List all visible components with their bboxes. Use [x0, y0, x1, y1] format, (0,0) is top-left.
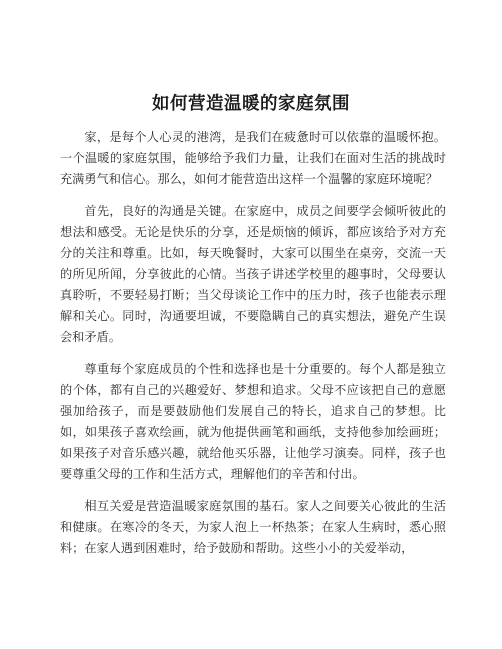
document-body [60, 127, 446, 570]
document-title: 如何营造温暖的家庭氛围 [152, 94, 350, 114]
paragraph-intro: 家，是每个人心灵的港湾，是我们在疲惫时可以依靠的温暖怀抱。一个温暖的家庭氛围，能够给予我们力量，让我们在面对生活的挑战时充满勇气和信心。那么，如何才能营造出这样一个温馨的家庭环境呢？ [60, 130, 446, 186]
paragraph-communication: 首先，良好的沟通是关键。在家庭中，成员之间要学会倾听彼此的想法和感受。无论是快乐的分享，还是烦恼的倾诉，都应该给予对方充分的关注和尊重。比如，每天晚餐时，大家可以围坐在桌旁，交流一天的所见所闻，分享彼此的心情。当孩子讲述学校里的趣事时，父母要认真聆听，不要轻易打断；当父母谈论工作中的压力时，孩子也能表示理解和关心。同时，沟通要坦诚，不要隐瞒自己的真实想法，避免产生误会和矛盾。 [60, 204, 446, 344]
paragraph-respect: 尊重每个家庭成员的个性和选择也是十分重要的。每个人都是独立的个体，都有自己的兴趣爱好、梦想和追求。父母不应该把自己的意愿强加给孩子，而是要鼓励他们发展自己的特长，追求自己的梦想。比如，如果孩子喜欢绘画，就为他提供画笔和画纸，支持他参加绘画班；如果孩子对音乐感兴趣，就给他买乐器，让他学习演奏。同样，孩子也要尊重父母的工作和生活方式，理解他们的辛苦和付出。 [60, 362, 446, 481]
paragraph-care: 相互关爱是营造温暖家庭氛围的基石。家人之间要关心彼此的生活和健康。在寒冷的冬天，为家人泡上一杯热茶；在家人生病时，悉心照料；在家人遇到困难时，给予鼓励和帮助。这些小小的关爱举动， [60, 499, 446, 555]
